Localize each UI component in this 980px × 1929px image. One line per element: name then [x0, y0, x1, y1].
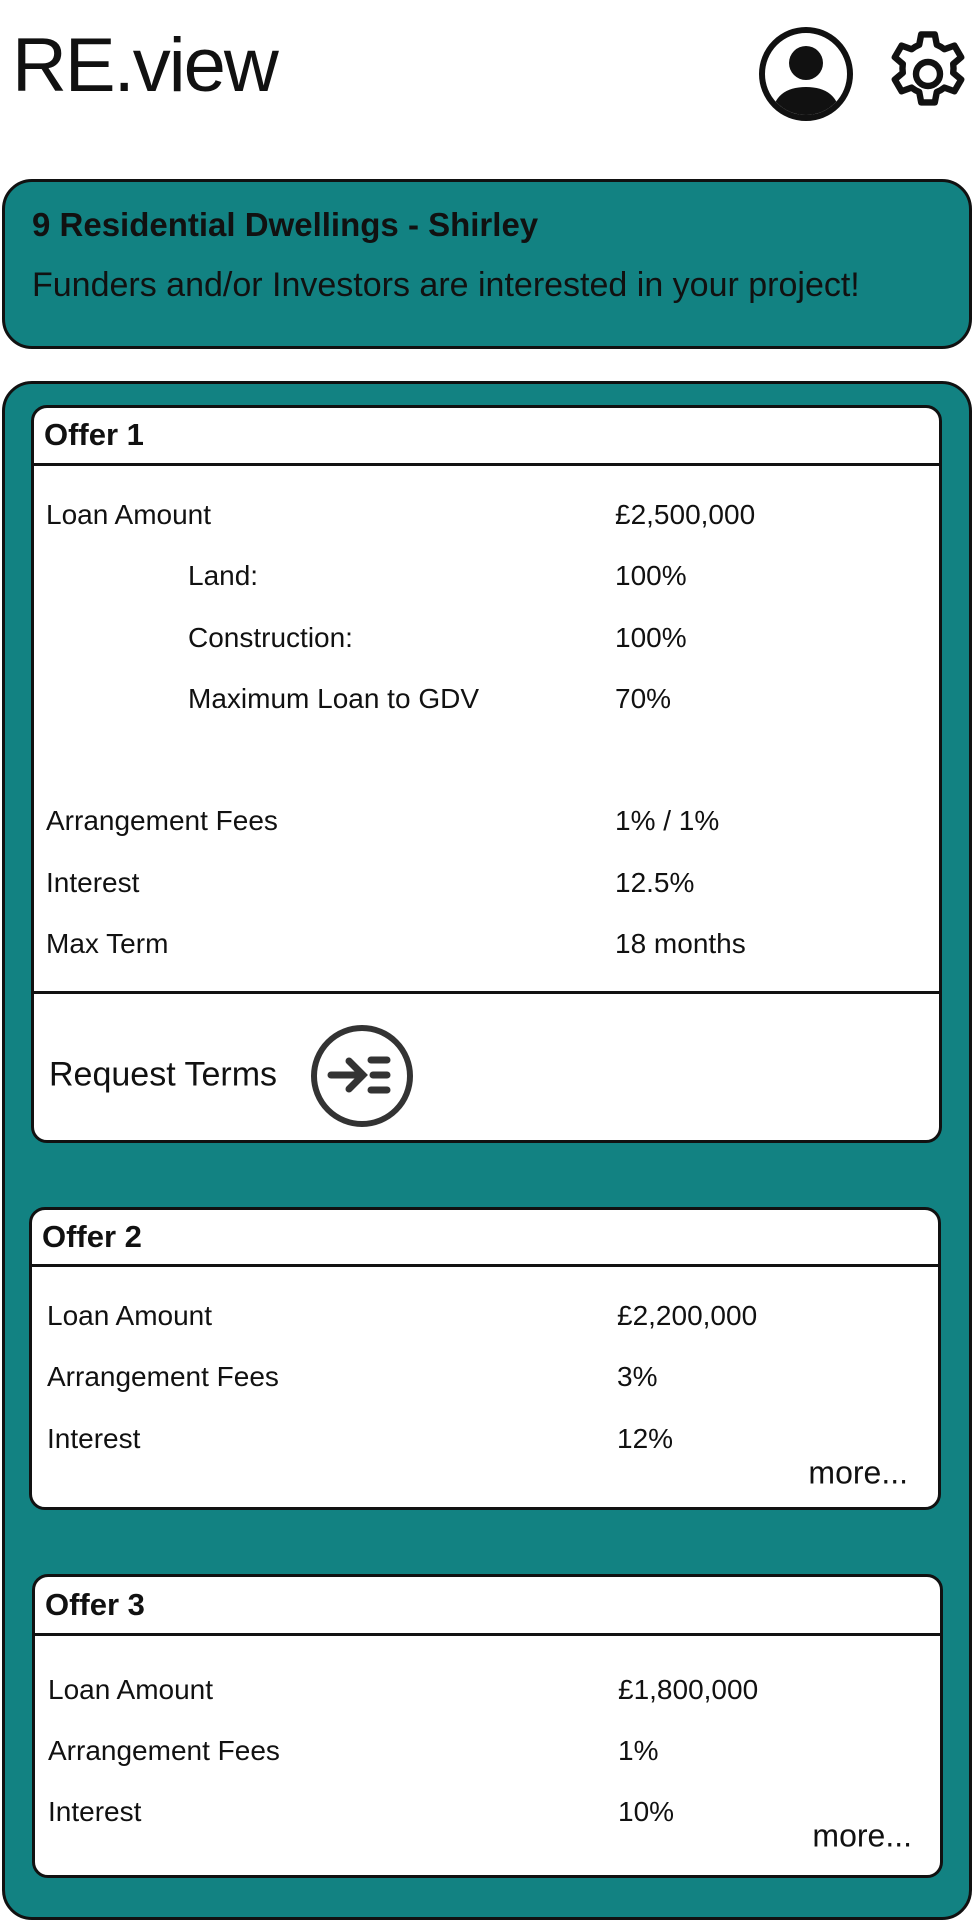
divider	[34, 991, 939, 994]
gear-icon	[880, 26, 976, 122]
row-value: 3%	[617, 1361, 658, 1392]
project-title: 9 Residential Dwellings - Shirley	[32, 206, 539, 243]
row-label: Interest	[48, 1796, 142, 1827]
row-label: Construction:	[188, 622, 353, 653]
row-value: 1%	[618, 1735, 659, 1766]
row-value: £2,500,000	[615, 499, 756, 530]
row-label: Maximum Loan to GDV	[188, 683, 479, 714]
row-value: 1% / 1%	[615, 805, 720, 836]
row-value: 18 months	[615, 928, 746, 959]
more-link[interactable]: more...	[808, 1454, 908, 1491]
row-label: Arrangement Fees	[47, 1361, 279, 1392]
project-banner[interactable]	[2, 179, 972, 349]
user-circle-icon	[757, 25, 855, 123]
request-terms-label[interactable]: Request Terms	[49, 1055, 278, 1094]
row-value: 12%	[617, 1423, 674, 1454]
row-label: Interest	[46, 867, 140, 898]
row-value: 100%	[615, 622, 687, 653]
row-label: Arrangement Fees	[46, 805, 278, 836]
row-value: 100%	[615, 560, 687, 591]
more-link[interactable]: more...	[812, 1817, 912, 1854]
row-value: 70%	[615, 683, 672, 714]
row-label: Loan Amount	[48, 1674, 214, 1705]
row-label: Max Term	[46, 928, 169, 959]
offer-title: Offer 1	[44, 417, 144, 452]
row-value: 12.5%	[615, 867, 695, 898]
row-value: £1,800,000	[618, 1674, 759, 1705]
offer-card-2[interactable]	[29, 1207, 941, 1510]
request-terms-button[interactable]	[309, 1023, 415, 1129]
offer-card-1[interactable]	[31, 405, 942, 1143]
row-value: £2,200,000	[617, 1300, 758, 1331]
row-value: 10%	[618, 1796, 675, 1827]
row-label: Land:	[188, 560, 259, 591]
offer-title: Offer 3	[45, 1587, 145, 1622]
settings-button[interactable]	[880, 26, 976, 122]
row-label: Interest	[47, 1423, 141, 1454]
profile-button[interactable]	[757, 25, 855, 123]
offer-title: Offer 2	[42, 1219, 142, 1254]
arrow-to-list-icon	[309, 1023, 415, 1129]
project-status-message: Funders and/or Investors are interested in your project!	[32, 266, 860, 304]
offer-card-3[interactable]	[32, 1574, 943, 1878]
row-label: Arrangement Fees	[48, 1735, 280, 1766]
app-title: RE.view	[12, 23, 277, 108]
row-label: Loan Amount	[46, 499, 212, 530]
row-label: Loan Amount	[47, 1300, 213, 1331]
